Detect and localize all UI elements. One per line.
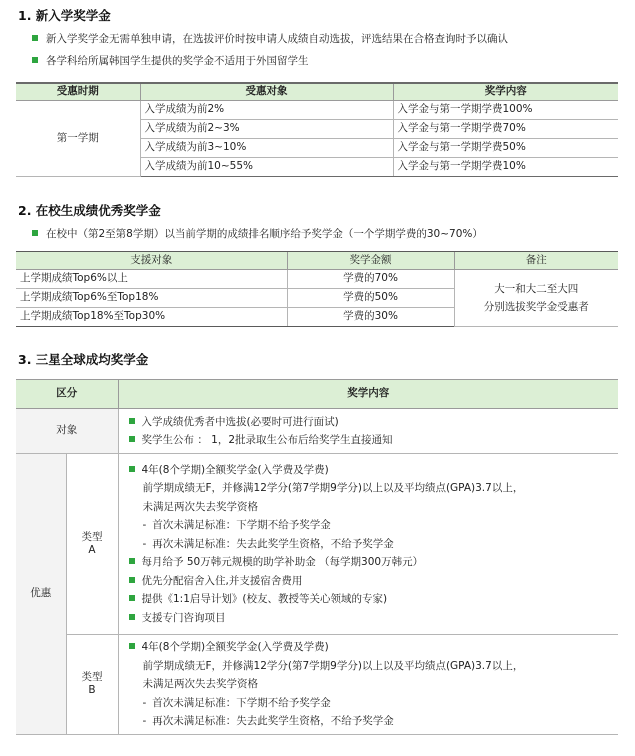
section2-bullet [32,228,483,241]
samsung-scholarship-table [16,379,618,735]
target-cell: 入学成绩为前3~10% [140,139,393,158]
list-item [129,431,613,450]
list-item-text: 奖学生公布 ： 1，2批录取生公布后给奖学生直接通知 [141,434,393,446]
target-cell: 上学期成绩Top18%至Top30% [16,308,287,327]
sub-list-item-text: 首次未满足标准：下学期不给予奖学金 [152,519,331,532]
table-header-row [16,380,618,409]
note-cell [454,270,618,327]
section1-title: 1. 新入学奖学金 [18,8,111,23]
column-header: 支援对象 [16,252,287,270]
bullet-square-icon [129,595,135,601]
bullet-square-icon [129,614,135,620]
bullet-square-icon [129,643,135,649]
target-content-cell [118,409,618,454]
dash-icon: - [142,519,147,532]
table-row [16,635,618,735]
sub-list-item-text: 再次未满足标准：失去此奖学生资格，不给予奖学金 [152,537,394,550]
list-item-continuation: 未满足两次失去奖学资格 [142,500,258,513]
period-cell: 第一学期 [16,101,140,177]
dash-icon: - [142,537,147,550]
content-cell: 入学金与第一学期学费100% [393,101,618,120]
merit-scholarship-table [16,251,618,327]
type-label: 类型 [81,530,103,543]
table-header-row [16,83,618,101]
column-header: 奖学金额 [287,252,454,270]
list-item [129,572,613,591]
list-item [129,638,613,657]
list-item-text: 4年(8个学期)全额奖学金(入学费及学费) [141,463,329,476]
bullet-text: 新入学奖学金无需单独申请，在选拔评价时按申请人成绩自动选拔，评选结果在合格查询时予以确认 [46,33,508,45]
table-header-row [16,252,618,270]
bullet-text: 各学科给所属韩国学生提供的奖学金不适用于外国留学生 [46,55,309,67]
list-item-text: 优先分配宿舍入住,并支援宿舍费用 [141,574,303,587]
bullet-square-icon [129,558,135,564]
type-a-label-cell [66,454,118,635]
bullet-square-icon [129,436,135,442]
new-student-scholarship-table [16,82,618,177]
target-cell: 上学期成绩Top6%至Top18% [16,289,287,308]
list-item-text: 入学成绩优秀者中选拔(必要时可进行面试) [141,415,339,428]
target-cell: 入学成绩为前2~3% [140,120,393,139]
content-cell: 入学金与第一学期学费50% [393,139,618,158]
list-item-continuation: 前学期成绩无F，并修满12学分(第7学期9学分)以上以及平均绩点(GPA)3.7以上， [142,482,524,495]
list-item [129,609,613,628]
amount-cell: 学费的50% [287,289,454,308]
sub-list-item-text: 首次未满足标准：下学期不给予奖学金 [152,696,331,709]
sub-list-item [129,712,613,731]
column-header: 奖学内容 [118,380,618,409]
section3-title: 3. 三星全球成均奖学金 [18,352,149,367]
bullet-square-icon [32,35,38,41]
type-a-content-cell [118,454,618,635]
type-label: 类型 [81,671,103,684]
list-item-continuation: 未满足两次失去奖学资格 [142,678,258,690]
bullet-square-icon [32,57,38,63]
dash-icon: - [142,696,147,709]
target-cell: 入学成绩为前10~55% [140,158,393,177]
bullet-text: 在校中（第2至第8学期）以当前学期的成绩排名顺序给予奖学金（一个学期学费的30~70%） [46,228,483,240]
target-cell: 上学期成绩Top6%以上 [16,270,287,289]
sub-list-item [129,516,613,535]
list-item-continuation: 前学期成绩无F，并修满12学分(第7学期9学分)以上以及平均绩点(GPA)3.7以上， [142,659,524,672]
section1-bullet-2 [32,55,309,68]
bullet-square-icon [129,466,135,472]
column-header: 备注 [454,252,618,270]
column-header: 受惠对象 [140,83,393,101]
bullet-square-icon [32,230,38,236]
column-header: 奖学内容 [393,83,618,101]
bullet-square-icon [129,418,135,424]
type-letter: A [88,544,96,556]
note-line: 分别选拔奖学金受惠者 [483,301,589,313]
column-header: 受惠时期 [16,83,140,101]
section1-bullet-1 [32,33,508,46]
list-item-text: 4年(8个学期)全额奖学金(入学费及学费) [141,641,329,653]
list-item [129,590,613,609]
type-b-content-cell [118,635,618,735]
benefit-label-cell: 优惠 [16,454,66,735]
amount-cell: 学费的70% [287,270,454,289]
sub-list-item-text: 再次未满足标准：失去此奖学生资格，不给予奖学金 [152,715,394,727]
table-row [16,454,618,635]
sub-list-item [129,694,613,713]
list-item [129,413,613,432]
dash-icon: - [142,715,147,727]
bullet-square-icon [129,577,135,583]
note-line: 大一和大二至大四 [494,283,579,295]
content-cell: 入学金与第一学期学费70% [393,120,618,139]
column-header: 区分 [16,380,118,409]
type-letter: B [88,684,96,697]
sub-list-item [129,535,613,554]
amount-cell: 学费的30% [287,308,454,327]
section2-title: 2. 在校生成绩优秀奖学金 [18,203,161,218]
content-cell: 入学金与第一学期学费10% [393,158,618,177]
list-item-text: 支援专门咨询项目 [141,611,226,624]
target-cell: 入学成绩为前2% [140,101,393,120]
list-item [129,553,613,572]
table-row [16,270,618,289]
target-label-cell: 对象 [16,409,118,454]
table-row [16,101,618,120]
type-b-label-cell [66,635,118,735]
list-item-text: 提供《1:1启导计划》(校友、教授等关心领域的专家) [141,593,388,606]
table-row [16,409,618,454]
list-item [129,461,613,480]
list-item-text: 每月给予 50万韩元规模的助学补助金 （每学期300万韩元） [141,556,424,569]
